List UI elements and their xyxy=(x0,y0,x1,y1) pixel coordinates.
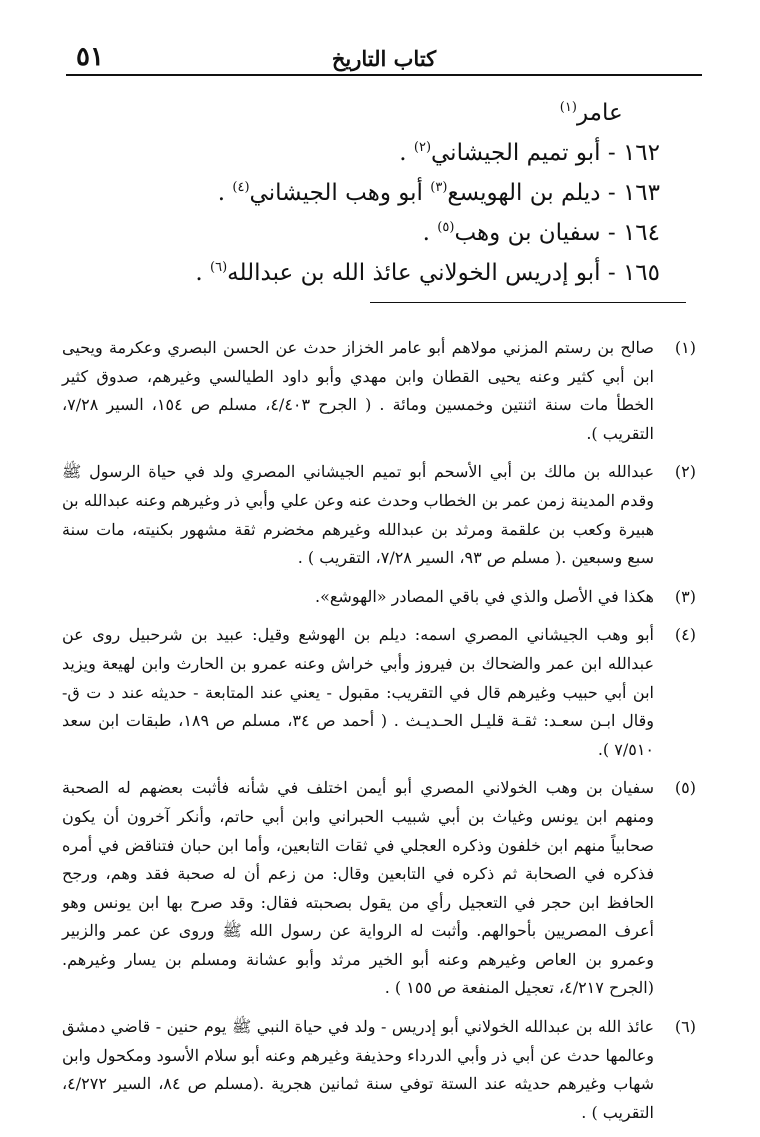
footnote-text: صالح بن رستم المزني مولاهم أبو عامر الخزاز حدث عن الحسن البصري وعكرمة ويحيى ابن أبي كثير وعنه يحيى القطان وابن مهدي وأبو داود الطيالسي وغيرهم، صدوق كثير الخطأ مات سنة اثنتين وخمسين ومائة . ( الجرح ٤/٤٠٣، مسلم ص ١٥٤، السير ٧/٢٨، التقريب ). xyxy=(62,338,655,443)
header-rule xyxy=(66,74,702,76)
footnote-ref: (١) xyxy=(559,100,577,115)
footnote-ref: (٢) xyxy=(413,140,432,155)
footnote-ref: (٣) xyxy=(430,180,448,195)
footnote-mark: (٥) xyxy=(674,778,696,798)
footnote-mark: (٦) xyxy=(674,1017,696,1037)
footnote-mark: (٤) xyxy=(674,625,696,645)
narrator-list xyxy=(60,88,660,288)
footnote xyxy=(62,583,696,612)
footnote xyxy=(62,458,696,572)
footnote xyxy=(62,774,696,1003)
footnote-divider xyxy=(370,302,686,303)
item-text-2: أبو وهب الجيشاني xyxy=(249,180,431,206)
item-tail: . xyxy=(217,180,233,206)
footnote-mark: (٢) xyxy=(674,462,696,482)
item-text: - أبو تميم الجيشاني xyxy=(431,140,616,166)
footnote xyxy=(62,1013,696,1127)
page-number: ٥١ xyxy=(76,42,104,72)
footnote-mark: (١) xyxy=(674,338,696,357)
footnote-text: هكذا في الأصل والذي في باقي المصادر «الهوشع». xyxy=(315,586,654,606)
list-item xyxy=(60,248,660,288)
item-text: - سفيان بن وهب xyxy=(454,220,616,246)
list-item xyxy=(60,168,660,208)
item-text: - أبو إدريس الخولاني عائذ الله بن عبدالله xyxy=(227,260,616,286)
item-number: ١٦٤ xyxy=(622,220,660,246)
footnote-ref: (٥) xyxy=(437,220,455,235)
item-tail: . xyxy=(422,220,438,246)
footnote xyxy=(62,621,696,764)
footnote-mark: (٣) xyxy=(674,586,696,606)
item-tail: . xyxy=(399,140,414,166)
item-text: - ديلم بن الهويسع xyxy=(447,180,616,206)
footnote-text: عائذ الله بن عبدالله الخولاني أبو إدريس - ولد في حياة النبي ﷺ يوم حنين - قاضي دمشق وعالمها حدث عن أبي ذر وأبي الدرداء وحذيفة وغيرهم وعنه أبو سلام الأسود ومكحول وابن شهاب وغيرهم حديثه عند الستة توفي سنة ثمانين هجرية .(مسلم ص ٨٤، السير ٤/٢٧٢، التقريب ) . xyxy=(62,1017,654,1122)
footnote-ref: (٤) xyxy=(232,180,250,195)
footnotes xyxy=(62,334,696,1137)
footnote-text: أبو وهب الجيشاني المصري اسمه: ديلم بن الهوشع وقيل: عبيد بن شرحبيل روى عن عبدالله ابن عمر والضحاك بن فيروز وأبي خراش وعنه عمرو بن الحارث وابن لهيعة ويزيد ابن أبي حبيب وغيرهم قال في التقريب: مقبول - يعني عند المتابعة - حديثه عند د ت ق- وقال ابـن سعـد: ثقـة قليـل الحـديـث . ( أحمد ص ٣٤، مسلم ص ١٨٩، طبقات ابن سعد ٧/٥١٠ ). xyxy=(62,625,654,759)
footnote-ref: (٦) xyxy=(210,260,228,275)
list-item xyxy=(60,128,660,168)
item-number: ١٦٥ xyxy=(622,260,660,286)
list-item xyxy=(60,208,660,248)
footnote-text: سفيان بن وهب الخولاني المصري أبو أيمن اختلف في شأنه فأثبت بعضهم له الصحبة ومنهم ابن يونس وغياث بن أبي شبيب الحبراني وابن أبي حاتم، وأنكر آخرون أن يكون صحابياً منهم ابن خلفون وذكره العجلي في ثقات التابعين، وأما ابن حبان فتناقض في أمره فذكره في الصحابة ثم ذكره في التابعين وقال: من زعم أن له صحبة فقد وهم، ورجح الحافظ ابن حجر في التعجيل رأي من يقول بصحبته فقال: وقد صرح بها ابن يونس وهو أعرف المصريين بأحوالهم. وأثبت له الرواية عن رسول الله ﷺ وروى عن عمر والزبير وعمرو بن العاص وغيرهم وعنه أبو الخير مرثد وأبو عشانة ومسلم بن يسار وغيرهم. (الجرح ٤/٢١٧، تعجيل المنفعة ص ١٥٥ ) . xyxy=(62,778,655,998)
item-number: ١٦٣ xyxy=(622,180,660,206)
list-item xyxy=(60,88,660,128)
book-title: كتاب التاريخ xyxy=(331,46,437,71)
footnote-text: عبدالله بن مالك بن أبي الأسحم أبو تميم الجيشاني المصري ولد في حياة الرسول ﷺ وقدم المدينة زمن عمر بن الخطاب وحدث عنه وعن علي وأبي ذر وغيرهم وعنه عبدالله بن هبيرة وكعب بن علقمة ومرثد بن عبدالله وغيرهم مخضرم ثقة مشهور بكنيته، مات سنة سبع وسبعين .( مسلم ص ٩٣، السير ٧/٢٨، التقريب ) . xyxy=(62,462,655,568)
item-tail: . xyxy=(195,260,211,286)
footnote xyxy=(62,334,696,448)
item-number: ١٦٢ xyxy=(622,140,660,166)
item-text: عامر xyxy=(576,100,623,126)
page-header xyxy=(66,40,702,76)
